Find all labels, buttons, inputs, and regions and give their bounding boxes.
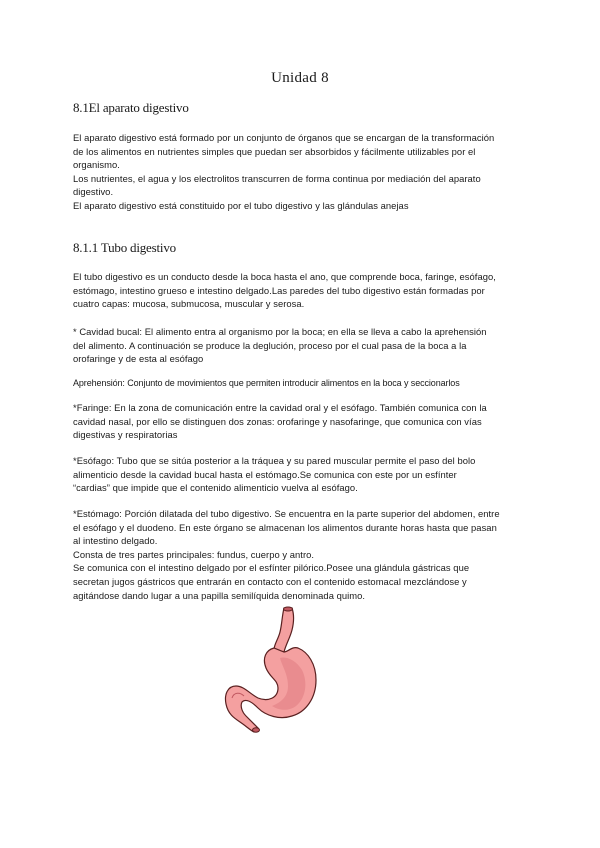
esofago-paragraph: *Esófago: Tubo que se sitúa posterior a la tráquea y su pared muscular permite el paso del bolo alimenticio desde la cavidad bucal hasta el estómago.Se comunica con este por un esfínter “cardias” que impide que el contenido alimenticio vuelva al esófago.: [73, 455, 476, 494]
section-heading: 8.1El aparato digestivo: [73, 100, 189, 115]
cavidad-bucal-paragraph: * Cavidad bucal: El alimento entra al organismo por la boca; en ella se lleva a cabo la aprehensión del alimento. A continuación se produce la deglución, proceso por el cual pasa de la boca a la orofaringe y de esta al esófago: [73, 326, 487, 365]
unit-title: Unidad 8: [271, 70, 329, 86]
section-intro-paragraph: El aparato digestivo está formado por un conjunto de órganos que se encargan de la transformación de los alimentos en nutrientes simples que puedan ser absorbidos y fácilmente utilizables por el organismo. Los nutrientes, el agua y los electrolitos transcurren de forma continua por mediación del aparato digestivo. El aparato digestivo está constituido por el tubo digestivo y las glándulas anejas: [73, 132, 495, 211]
subsection-heading: 8.1.1 Tubo digestivo: [73, 240, 176, 255]
estomago-paragraph: *Estómago: Porción dilatada del tubo digestivo. Se encuentra en la parte superior del abdomen, entre el esófago y el duodeno. En este órgano se almacenan los alimentos durante horas hasta que pasan al intestino delgado. Consta de tres partes principales: fundus, cuerpo y antro. Se comunica con el intestino delgado por el esfínter pilórico.Posee una glándula gástricas que secretan jugos gástricos que entrarán en contacto con el contenido estomacal mezclándose y agitándose dando lugar a una papilla semilíquida denominada quimo.: [73, 508, 500, 601]
tubo-intro-paragraph: El tubo digestivo es un conducto desde la boca hasta el ano, que comprende boca, faringe, esófago, estómago, intestino grueso e intestino delgado.Las paredes del tubo digestivo están formadas por cuatro capas: mucosa, submucosa, muscular y serosa.: [73, 271, 496, 310]
faringe-paragraph: *Faringe: En la zona de comunicación entre la cavidad oral y el esófago. También comunica con la cavidad nasal, por ello se distinguen dos zonas: orofaringe y nasofaringe, que comunica con vías digestivas y respiratorias: [73, 402, 487, 441]
esophagus-shape: [274, 608, 294, 652]
stomach-icon: [222, 606, 322, 734]
aprehension-definition: Aprehensión: Conjunto de movimientos que permiten introducir alimentos en la boca y seccionarlos: [73, 378, 460, 388]
